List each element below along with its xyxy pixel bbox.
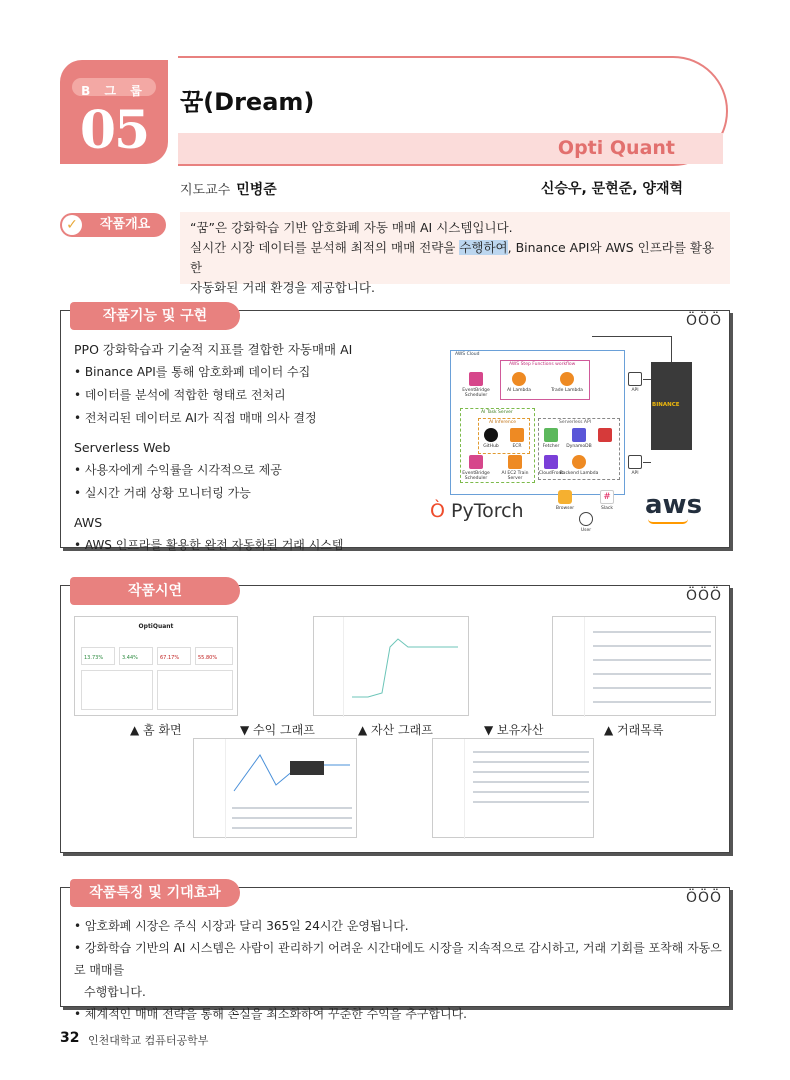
fetcher-icon (544, 428, 558, 442)
effect-item: • 체계적인 매매 전략을 통해 손실을 최소화하여 꾸준한 수익을 추구합니다. (74, 1007, 467, 1021)
stat-card: 3.44% (119, 647, 153, 665)
sidebar (433, 739, 465, 839)
lambda-icon (512, 372, 526, 386)
demo-label: 작품시연 (70, 577, 240, 605)
connector-line (592, 336, 672, 362)
ppo-item: • Binance API를 통해 암호화폐 데이터 수집 (74, 365, 311, 379)
caption-home: ▲ 홈 화면 (130, 723, 182, 737)
aws-logo: aws (645, 490, 703, 520)
page-number: 32 (60, 1030, 80, 1046)
lambda-icon (572, 455, 586, 469)
sidebar (553, 617, 585, 717)
connector-line (643, 462, 651, 463)
profit-graph-screenshot (313, 616, 469, 716)
check-icon: ✓ (62, 215, 82, 235)
group-label: B 그 룹 (81, 84, 147, 98)
aws-title: AWS (74, 515, 103, 530)
user-icon (579, 512, 593, 526)
ring-binder-icon: ÖÖÖ (686, 588, 723, 604)
ai-task-server-box: AI Task Server (460, 408, 535, 483)
aws-cloud-box: AWS Cloud (450, 350, 625, 495)
connector-line (643, 379, 651, 380)
overview-line-2: 실시간 시장 데이터를 분석해 최적의 매매 전략을 수행하여, Binance API와 AWS 인프라를 활용한 (190, 240, 715, 275)
overview-line-1: “꿈”은 강화학습 기반 암호화폐 자동 매매 AI 시스템입니다. (190, 220, 513, 235)
holdings-screenshot (432, 738, 594, 838)
stat-card: 13.73% (81, 647, 115, 665)
web-item: • 사용자에게 수익률을 시각적으로 제공 (74, 463, 282, 477)
slack-icon: # (600, 490, 614, 504)
page-title: 꿈(Dream) (180, 88, 315, 116)
aws-smile (648, 519, 688, 524)
ppo-item: • 데이터를 분석에 적합한 형태로 전처리 (74, 388, 286, 402)
features-label: 작품기능 및 구현 (70, 302, 240, 330)
overview-box (180, 212, 730, 295)
asset-line-chart (230, 745, 356, 801)
team-members: 신승우, 문현준, 양재혁 (540, 181, 683, 197)
sidebar (194, 739, 226, 839)
group-badge (60, 60, 168, 164)
web-title: Serverless Web (74, 440, 171, 455)
home-title: OptiQuant (138, 623, 174, 630)
ec2-icon (508, 455, 522, 469)
caption-assets-graph: ▲ 자산 그래프 (358, 723, 433, 737)
ppo-item: • 전처리된 데이터로 AI가 직접 매매 의사 결정 (74, 411, 317, 425)
brand-name: Opti Quant (557, 137, 675, 159)
effect-item: • 암호화폐 시장은 주식 시장과 달리 365일 24시간 운영됩니다. (74, 919, 409, 933)
overview-line-3: 자동화된 거래 환경을 제공합니다. (190, 280, 375, 295)
ring-binder-icon: ÖÖÖ (686, 313, 723, 329)
lambda-icon (560, 372, 574, 386)
effects-text (74, 915, 724, 1025)
highlight-text: 수행하여 (459, 240, 508, 255)
home-screenshot (74, 616, 238, 716)
department: 인천대학교 컴퓨터공학부 (88, 1034, 209, 1047)
effect-item: • 강화학습 기반의 AI 시스템은 사람이 관리하기 어려운 시간대에도 시장을 지속적으로 감시하고, 거래 기회를 포착해 자동으로 매매를 (74, 941, 722, 977)
asset-graph-screenshot (193, 738, 357, 838)
caption-trades: ▲ 거래목록 (604, 723, 664, 737)
browser-icon (558, 490, 572, 504)
info-card (81, 670, 153, 710)
effect-item-cont: 수행합니다. (84, 985, 146, 999)
ecr-icon (510, 428, 524, 442)
pytorch-logo: Ò PyTorch (430, 500, 524, 522)
api-icon (628, 372, 642, 386)
effects-label: 작품특징 및 기대효과 (70, 879, 240, 907)
cloudfront-icon (544, 455, 558, 469)
cloudwatch-icon (598, 428, 612, 442)
advisor-name: 민병준 (236, 182, 277, 198)
caption-profit: ▼ 수익 그래프 (240, 723, 315, 737)
dynamodb-icon (572, 428, 586, 442)
aws-item: • AWS 인프라를 활용한 완전 자동화된 거래 시스템 (74, 538, 344, 552)
api-icon (628, 455, 642, 469)
features-text (74, 338, 414, 557)
profit-line-chart (348, 627, 468, 707)
github-icon (484, 428, 498, 442)
workflow-box: AWS Step Functions workflow (500, 360, 590, 400)
ring-binder-icon: ÖÖÖ (686, 890, 723, 906)
advisor (180, 179, 277, 199)
eventbridge-icon (469, 455, 483, 469)
ppo-title: PPO 강화학습과 기술적 지표를 결합한 자동매매 AI (74, 342, 353, 357)
trade-list-screenshot (552, 616, 716, 716)
binance-block: BINANCE (651, 362, 692, 450)
stat-card: 67.17% (157, 647, 191, 665)
project-number: 05 (79, 100, 149, 161)
serverless-api-box: Serverless API (538, 418, 620, 480)
ai-inference-box: AI Inference (478, 418, 530, 454)
eventbridge-icon (469, 372, 483, 386)
sidebar (314, 617, 344, 717)
advisor-label: 지도교수 (180, 183, 231, 198)
info-card (157, 670, 233, 710)
web-item: • 실시간 거래 상황 모니터링 가능 (74, 486, 251, 500)
stat-card: 55.80% (195, 647, 233, 665)
overview-label: 작품개요 (60, 213, 166, 237)
caption-holdings: ▼ 보유자산 (484, 723, 544, 737)
